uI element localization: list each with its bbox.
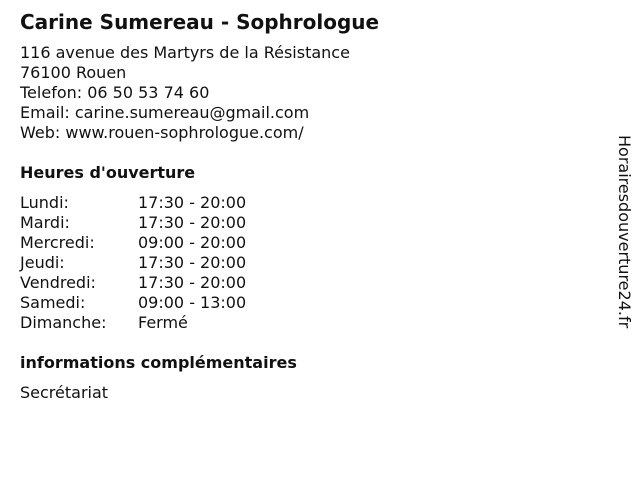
contact-block — [20, 43, 600, 143]
business-card — [20, 9, 600, 403]
hours-day: Dimanche: — [20, 313, 107, 332]
hours-time: 17:30 - 20:00 — [138, 193, 247, 212]
address-line-2: 76100 Rouen — [20, 63, 127, 82]
hours-row — [20, 313, 600, 333]
hours-row — [20, 253, 600, 273]
opening-hours-heading: Heures d'ouverture — [20, 163, 196, 182]
hours-day: Lundi: — [20, 193, 69, 212]
hours-time: 17:30 - 20:00 — [138, 273, 247, 292]
hours-day: Mercredi: — [20, 233, 95, 252]
business-name: Carine Sumereau - Sophrologue — [20, 10, 380, 34]
opening-hours-table — [20, 193, 600, 333]
additional-info-text: Secrétariat — [20, 383, 109, 402]
hours-day: Jeudi: — [20, 253, 65, 272]
hours-time: 09:00 - 13:00 — [138, 293, 247, 312]
hours-row — [20, 293, 600, 313]
hours-row — [20, 213, 600, 233]
hours-row — [20, 193, 600, 213]
email-line[interactable]: Email: carine.sumereau@gmail.com — [20, 103, 310, 122]
hours-row — [20, 233, 600, 253]
hours-time: 09:00 - 20:00 — [138, 233, 247, 252]
additional-info-heading: informations complémentaires — [20, 353, 297, 372]
hours-day: Mardi: — [20, 213, 70, 232]
hours-day: Vendredi: — [20, 273, 96, 292]
hours-time: Fermé — [138, 313, 188, 332]
site-watermark: Horairesdouverture24.fr — [615, 135, 634, 329]
address-line-1: 116 avenue des Martyrs de la Résistance — [20, 43, 350, 62]
hours-row — [20, 273, 600, 293]
hours-day: Samedi: — [20, 293, 86, 312]
website-line[interactable]: Web: www.rouen-sophrologue.com/ — [20, 123, 304, 142]
hours-time: 17:30 - 20:00 — [138, 213, 247, 232]
hours-time: 17:30 - 20:00 — [138, 253, 247, 272]
phone-line[interactable]: Telefon: 06 50 53 74 60 — [20, 83, 210, 102]
